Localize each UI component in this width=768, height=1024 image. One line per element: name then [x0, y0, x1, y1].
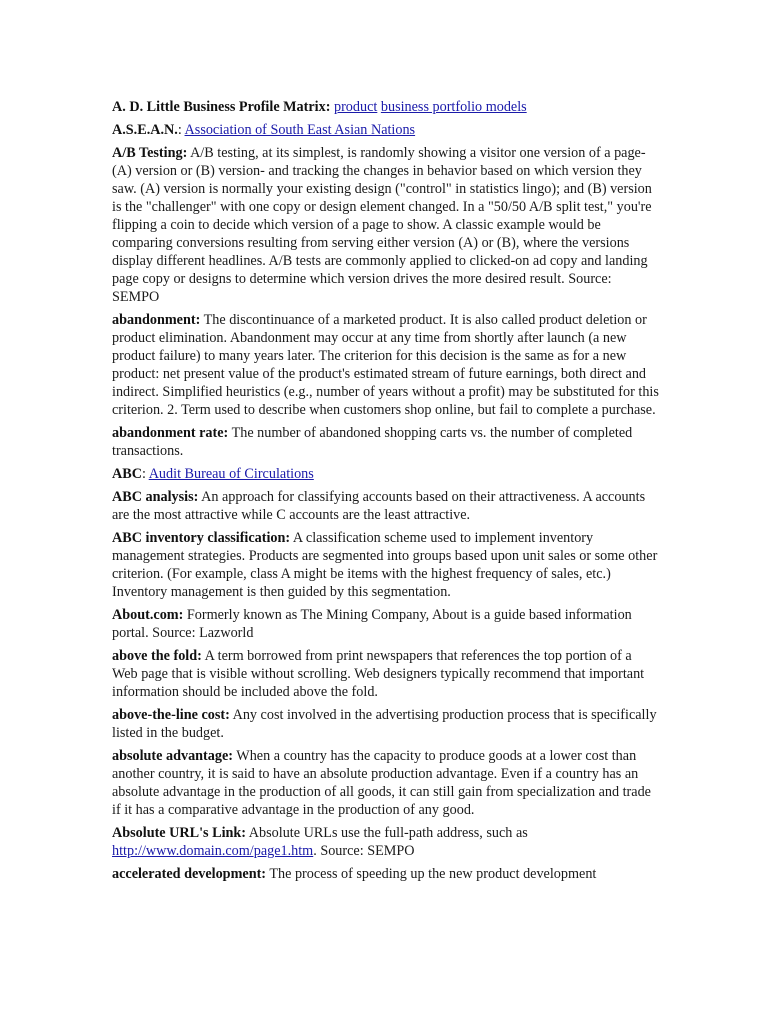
glossary-link[interactable]: business portfolio models	[380, 99, 527, 115]
definition-tail: . Source: SEMPO	[313, 843, 415, 859]
glossary-term: ABC	[112, 466, 142, 482]
glossary-entry	[112, 647, 660, 701]
glossary-entry	[112, 121, 660, 139]
glossary-link[interactable]: product	[333, 99, 378, 115]
glossary-definition: Absolute URLs use the full-path address, such as	[248, 825, 528, 841]
glossary-term: A. D. Little Business Profile Matrix:	[112, 99, 331, 115]
glossary-term: accelerated development:	[112, 866, 267, 882]
glossary-link[interactable]: http://www.domain.com/page1.htm	[112, 843, 314, 859]
glossary-link[interactable]: Association of South East Asian Nations	[184, 122, 416, 138]
glossary-entry	[112, 488, 660, 524]
glossary-term: ABC analysis:	[112, 489, 199, 505]
glossary-term: abandonment rate:	[112, 425, 229, 441]
glossary-definition: The discontinuance of a marketed product. It is also called product deletion or product elimination. Abandonment may occur at any time from shortly after launch (a new product failure) to many years later. The criterion for this decision is the same as for a new product: net present value of the product's estimated stream of future earnings, both direct and indirect. Simplified heuristics (e.g., number of years without a profit) may be substituted for this criterion. 2. Term used to describe when customers shop online, but fail to complete a purchase.	[112, 312, 659, 418]
glossary-term: abandonment:	[112, 312, 201, 328]
glossary-page	[112, 98, 660, 888]
glossary-entry	[112, 424, 660, 460]
glossary-term: A/B Testing:	[112, 145, 188, 161]
glossary-definition: The process of speeding up the new product development	[269, 866, 597, 882]
glossary-definition: A term borrowed from print newspapers that references the top portion of a Web page that is visible without scrolling. Web designers typically recommend that important information should be included above the fold.	[112, 648, 645, 700]
glossary-entry	[112, 606, 660, 642]
glossary-definition: A/B testing, at its simplest, is randomly showing a visitor one version of a page- (A) version or (B) version- and tracking the changes in behavior based on which version they saw. (A) version is normally your existing design ("control" in statistics lingo); and (B) version is the "challenger" with one copy or design element changed. In a "50/50 A/B split test," you're flipping a coin to decide which version of a page to show. A classic example would be comparing conversions resulting from serving either version (A) or (B), where the versions display different headlines. A/B tests are commonly applied to clicked-on ad copy and landing page copy or designs to determine which version drives the more desired result. Source: SEMPO	[112, 145, 652, 305]
glossary-entry	[112, 824, 660, 860]
glossary-definition: Formerly known as The Mining Company, About is a guide based information portal. Source: Lazworld	[112, 607, 632, 641]
glossary-definition: Any cost involved in the advertising production process that is specifically listed in the budget.	[112, 707, 657, 741]
glossary-entry	[112, 311, 660, 419]
glossary-link[interactable]: Audit Bureau of Circulations	[148, 466, 314, 482]
glossary-definition: An approach for classifying accounts based on their attractiveness. A accounts are the most attractive while C accounts are the least attractive.	[112, 489, 646, 523]
glossary-term: A.S.E.A.N.	[112, 122, 178, 138]
glossary-definition: When a country has the capacity to produce goods at a lower cost than another country, it is said to have an absolute production advantage. Even if a country has an absolute advantage in the production of all goods, it can still gain from specialization and trade if it has a comparative advantage in the production of any good.	[112, 748, 651, 818]
glossary-term: About.com:	[112, 607, 184, 623]
glossary-entry	[112, 706, 660, 742]
term-suffix: :	[141, 466, 146, 482]
glossary-term: absolute advantage:	[112, 748, 233, 764]
glossary-entry	[112, 465, 660, 483]
glossary-definition: The number of abandoned shopping carts vs. the number of completed transactions.	[112, 425, 633, 459]
glossary-definition: A classification scheme used to implement inventory management strategies. Products are segmented into groups based upon unit sales or some other criterion. (For example, class A might be items with the highest frequency of sales, etc.) Inventory management is then guided by this segmentation.	[112, 530, 658, 600]
glossary-term: above-the-line cost:	[112, 707, 230, 723]
glossary-entry	[112, 865, 660, 883]
glossary-entry	[112, 747, 660, 819]
glossary-term: above the fold:	[112, 648, 202, 664]
glossary-entry	[112, 98, 660, 116]
glossary-term: ABC inventory classification:	[112, 530, 291, 546]
glossary-term: Absolute URL's Link:	[112, 825, 247, 841]
glossary-entry	[112, 144, 660, 306]
glossary-entry	[112, 529, 660, 601]
term-suffix: :	[177, 122, 182, 138]
